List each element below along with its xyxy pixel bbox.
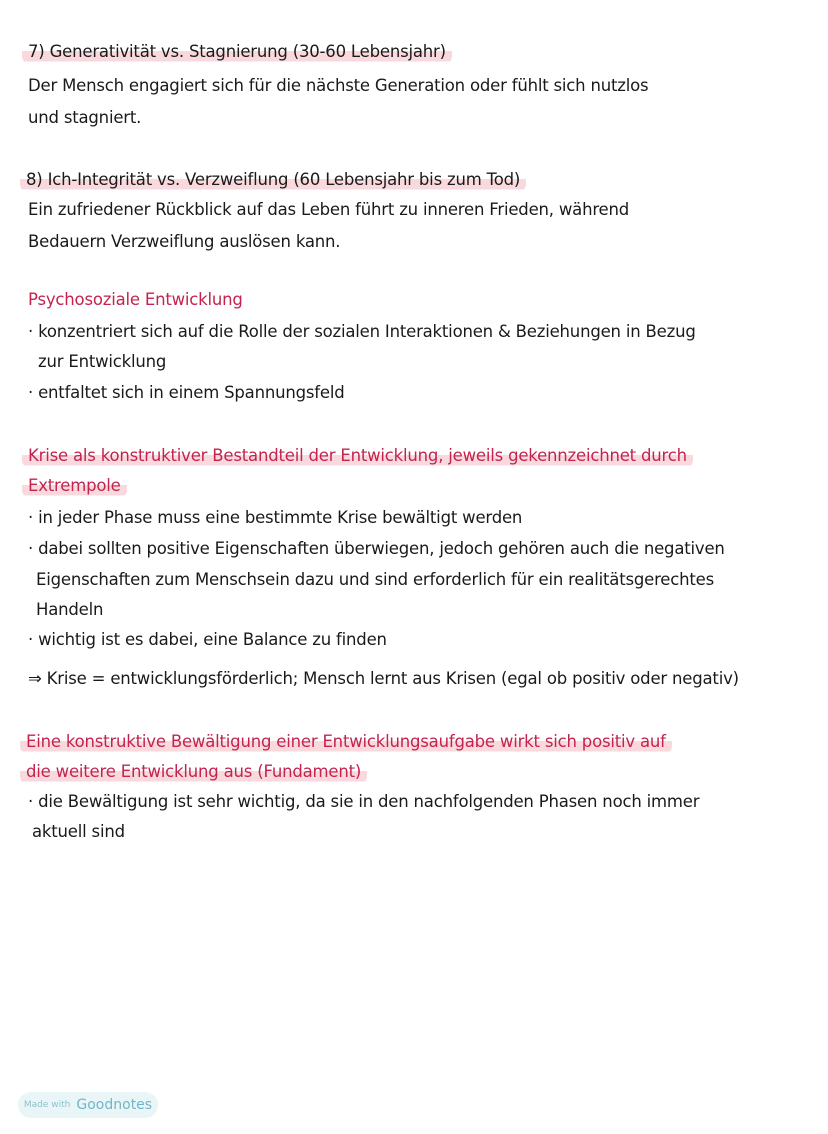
goodnotes-badge[interactable] xyxy=(18,1092,158,1118)
bullet-line: · dabei sollten positive Eigenschaften überwiegen, jedoch gehören auch die negativen xyxy=(28,539,725,558)
heading-krise: Krise als konstruktiver Bestandteil der Entwicklung, jeweils gekennzeichnet durch xyxy=(22,444,693,468)
goodnotes-logo: Goodnotes xyxy=(76,1097,153,1113)
heading-krise-cont: Extrempole xyxy=(22,474,127,498)
made-with-label: Made with xyxy=(23,1100,71,1110)
text-line: aktuell sind xyxy=(32,822,125,841)
heading-konstruktive-bewaeltigung-cont: die weitere Entwicklung aus (Fundament) xyxy=(20,760,367,784)
heading-generativitaet: 7) Generativität vs. Stagnierung (30-60 Lebensjahr) xyxy=(22,40,452,64)
heading-psychosoziale-entwicklung: Psychosoziale Entwicklung xyxy=(28,290,243,309)
bullet-line: · die Bewältigung ist sehr wichtig, da sie in den nachfolgenden Phasen noch immer xyxy=(28,792,700,811)
bullet-line: · konzentriert sich auf die Rolle der sozialen Interaktionen & Beziehungen in Bezug xyxy=(28,322,696,341)
heading-ich-integritaet: 8) Ich-Integrität vs. Verzweiflung (60 Lebensjahr bis zum Tod) xyxy=(20,168,526,192)
text-line: Der Mensch engagiert sich für die nächste Generation oder fühlt sich nutzlos xyxy=(28,76,649,95)
heading-konstruktive-bewaeltigung: Eine konstruktive Bewältigung einer Entwicklungsaufgabe wirkt sich positiv auf xyxy=(20,730,672,754)
bullet-line: · wichtig ist es dabei, eine Balance zu finden xyxy=(28,630,387,649)
text-line: Eigenschaften zum Menschsein dazu und sind erforderlich für ein realitätsgerechtes xyxy=(36,570,715,589)
text-line: zur Entwicklung xyxy=(38,352,167,371)
text-line: Handeln xyxy=(36,600,104,619)
bullet-line: · entfaltet sich in einem Spannungsfeld xyxy=(28,383,345,402)
text-line: und stagniert. xyxy=(28,108,142,127)
text-line: Bedauern Verzweiflung auslösen kann. xyxy=(28,232,341,251)
bullet-line: · in jeder Phase muss eine bestimmte Krise bewältigt werden xyxy=(28,508,523,527)
text-line: Ein zufriedener Rückblick auf das Leben führt zu inneren Frieden, während xyxy=(28,200,630,219)
conclusion-line: ⇒ Krise = entwicklungsförderlich; Mensch lernt aus Krisen (egal ob positiv oder negativ) xyxy=(28,669,739,688)
